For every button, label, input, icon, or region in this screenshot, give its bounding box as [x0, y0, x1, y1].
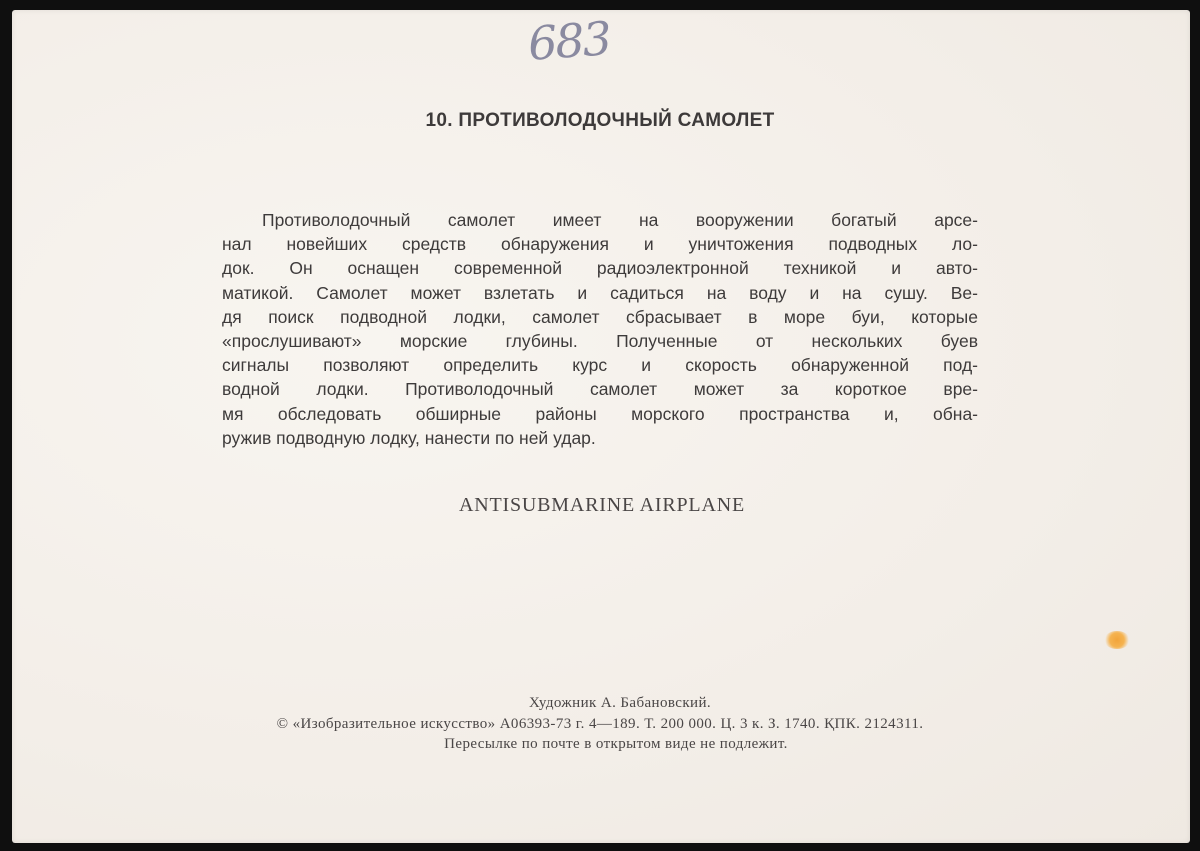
- publisher-imprint: © «Изобразительное искусство» А06393-73 г. 4—189. Т. 200 000. Ц. 3 к. З. 1740. ҚПК. 2124311.: [276, 716, 924, 732]
- description-line: сигналы позволяют определить курс и скорость обнаруженной под-: [222, 355, 978, 376]
- description-line: водной лодки. Противолодочный самолет может за короткое вре-: [222, 379, 978, 400]
- description-line: нал новейших средств обнаружения и уничтожения подводных ло-: [222, 234, 978, 255]
- postal-note: Пересылке по почте в открытом виде не подлежит.: [444, 736, 788, 752]
- description-line: «прослушивают» морские глубины. Полученные от нескольких буев: [222, 331, 978, 352]
- description-line: док. Он оснащен современной радиоэлектронной техникой и авто-: [222, 258, 978, 279]
- description-line: матикой. Самолет может взлетать и садиться на воду и на сушу. Ве-: [222, 282, 978, 303]
- description-line: ружив подводную лодку, нанести по ней удар.: [222, 427, 596, 448]
- paper-stain: [1104, 631, 1130, 649]
- description-line: Противолодочный самолет имеет на вооружении богатый арсе-: [262, 210, 978, 230]
- handwritten-number: 683: [526, 11, 612, 71]
- english-title: ANTISUBMARINE AIRPLANE: [459, 494, 745, 516]
- description-line: мя обследовать обширные районы морского пространства и, обна-: [222, 403, 978, 424]
- description-line: дя поиск подводной лодки, самолет сбрасывает в море буи, которые: [222, 306, 978, 327]
- card-title: 10. ПРОТИВОЛОДОЧНЫЙ САМОЛЕТ: [425, 110, 775, 131]
- description-paragraph: [222, 208, 978, 450]
- artist-credit: Художник А. Бабановский.: [528, 695, 712, 711]
